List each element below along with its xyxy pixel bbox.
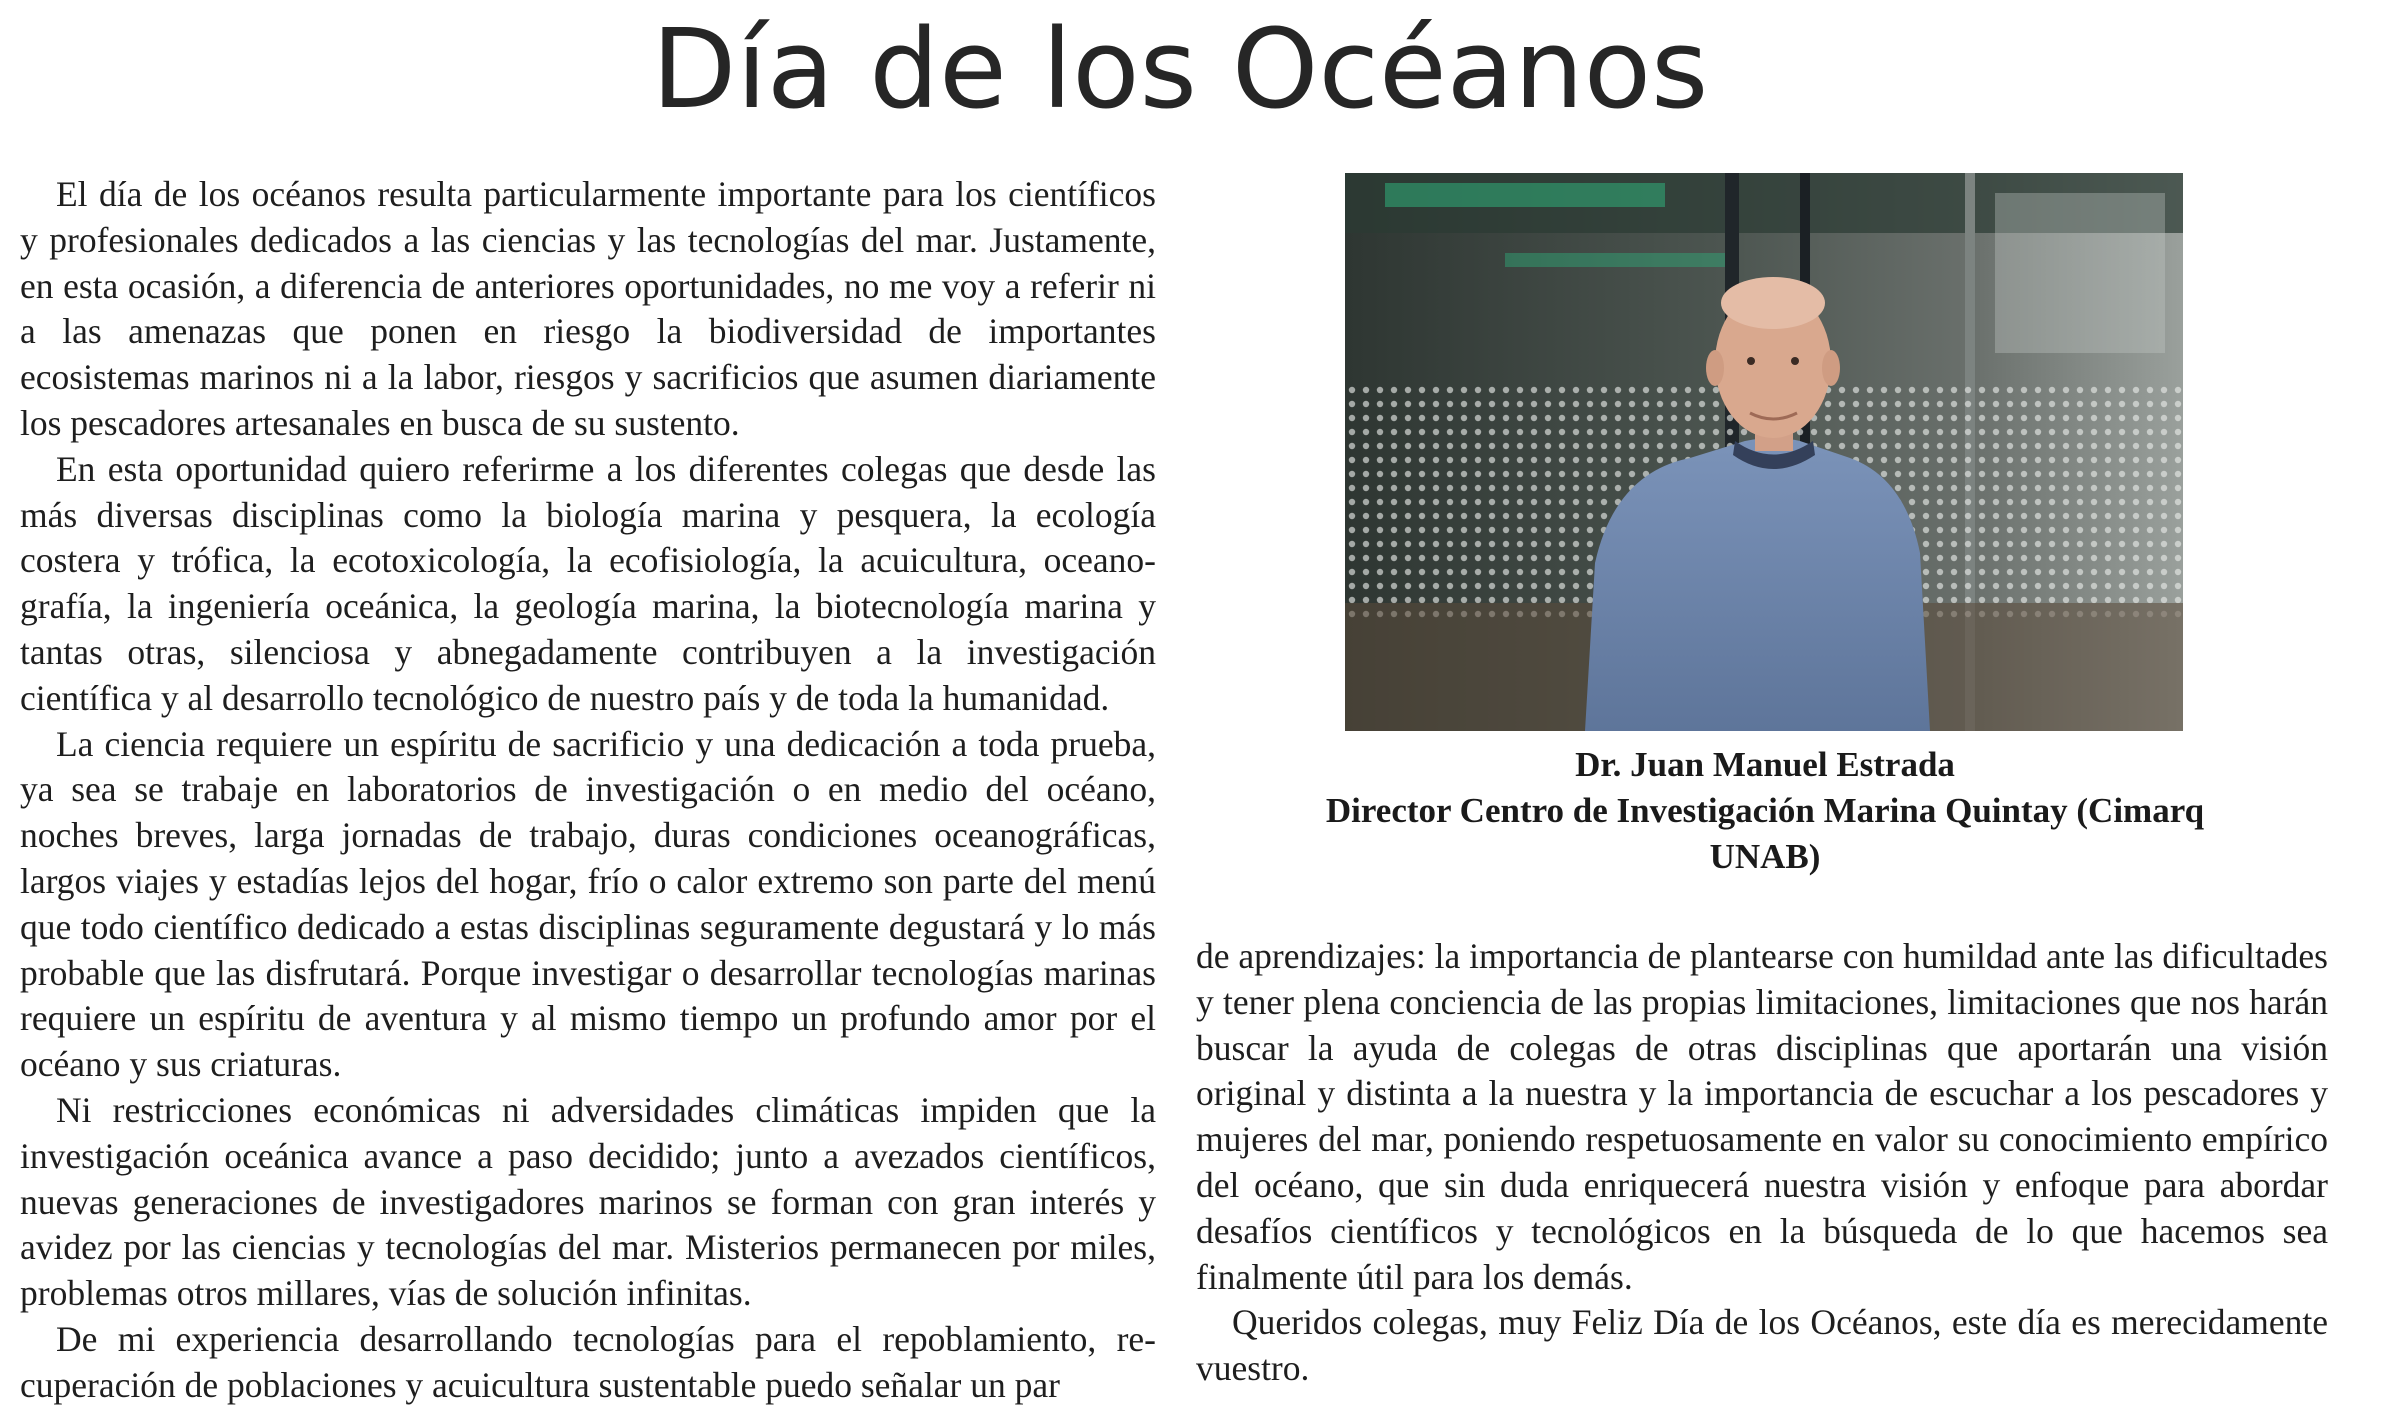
paragraph: de aprendizajes: la importancia de plantearse con humildad ante las dificultades y tener plena conciencia de las propias limitaciones, limitaciones que nos harán buscar la ayuda de colegas de otras disciplinas que aportarán una visión original y distinta a la nuestra y la importancia de escuchar a los pescadores y mujeres del mar, poniendo respetuosamente en valor su conocimiento empírico del océano, que sin duda enriquecerá nuestra visión y enfoque para abordar desafíos científicos y tecnológicos en la búsqueda de lo que hacemos sea finalmente útil para los demás. (1196, 936, 2328, 1297)
caption-title-continued: UNAB) (1709, 837, 1821, 876)
article-column-left (20, 172, 1156, 1409)
caption-title: Director Centro de Investigación Marina Quintay (Cimarq (1325, 791, 2205, 830)
photo-caption (1250, 742, 2280, 880)
caption-name: Dr. Juan Manuel Estrada (1575, 745, 1955, 784)
paragraph: Queridos colegas, muy Feliz Día de los Océanos, este día es merecidamente vuestro. (1196, 1302, 2328, 1389)
paragraph: De mi experiencia desarrollando tecnologías para el repoblamiento, recuperación de poblaciones y acuicultura sustentable puedo señalar un par (20, 1318, 1156, 1405)
portrait-photo (1345, 173, 2183, 731)
paragraph: En esta oportunidad quiero referirme a los diferentes colegas que desde las más diversas disciplinas como la biología marina y pesquera, la ecología costera y trófica, la ecotoxicología, la ecofisiología, la acuicultura, oceanografía, la ingeniería oceánica, la geología marina, la biotecnología marina y tantas otras, silenciosa y abnegadamente contribuyen a la investigación científica y al desarrollo tecnológico de nuestro país y de toda la humanidad. (20, 448, 1156, 718)
portrait-illustration (1345, 173, 2183, 731)
paragraph: La ciencia requiere un espíritu de sacrificio y una dedicación a toda prueba, ya sea se trabaje en laboratorios de investigación o en medio del océano, noches breves, larga jornadas de trabajo, duras condiciones oceanográficas, largos viajes y estadías lejos del hogar, frío o calor extremo son parte del menú que todo científico dedicado a estas disciplinas seguramente degustará y lo más probable que las disfrutará. Porque investigar o desarrollar tecnologías marinas requiere un espíritu de aventura y al mismo tiempo un profundo amor por el océano y sus criaturas. (20, 723, 1156, 1085)
paragraph: El día de los océanos resulta particularmente importante para los científicos y profesionales dedicados a las ciencias y las tecnologías del mar. Justamente, en esta ocasión, a diferencia de anteriores oportunidades, no me voy a referir ni a las amenazas que ponen en riesgo la biodiversidad de importantes ecosistemas marinos ni a la labor, riesgos y sacrificios que asumen diariamente los pescadores artesanales en busca de su sustento. (20, 174, 1156, 443)
article-column-right (1196, 934, 2328, 1392)
page-title: Día de los Océanos (651, 5, 1709, 133)
paragraph: Ni restricciones económicas ni adversidades climáticas impiden que la investigación oceánica avance a paso decidido; junto a avezados científicos, nuevas generaciones de investigadores marinos se forman con gran interés y avidez por las ciencias y tecnologías del mar. Misterios permanecen por miles, problemas otros millares, vías de solución infinitas. (20, 1089, 1156, 1314)
